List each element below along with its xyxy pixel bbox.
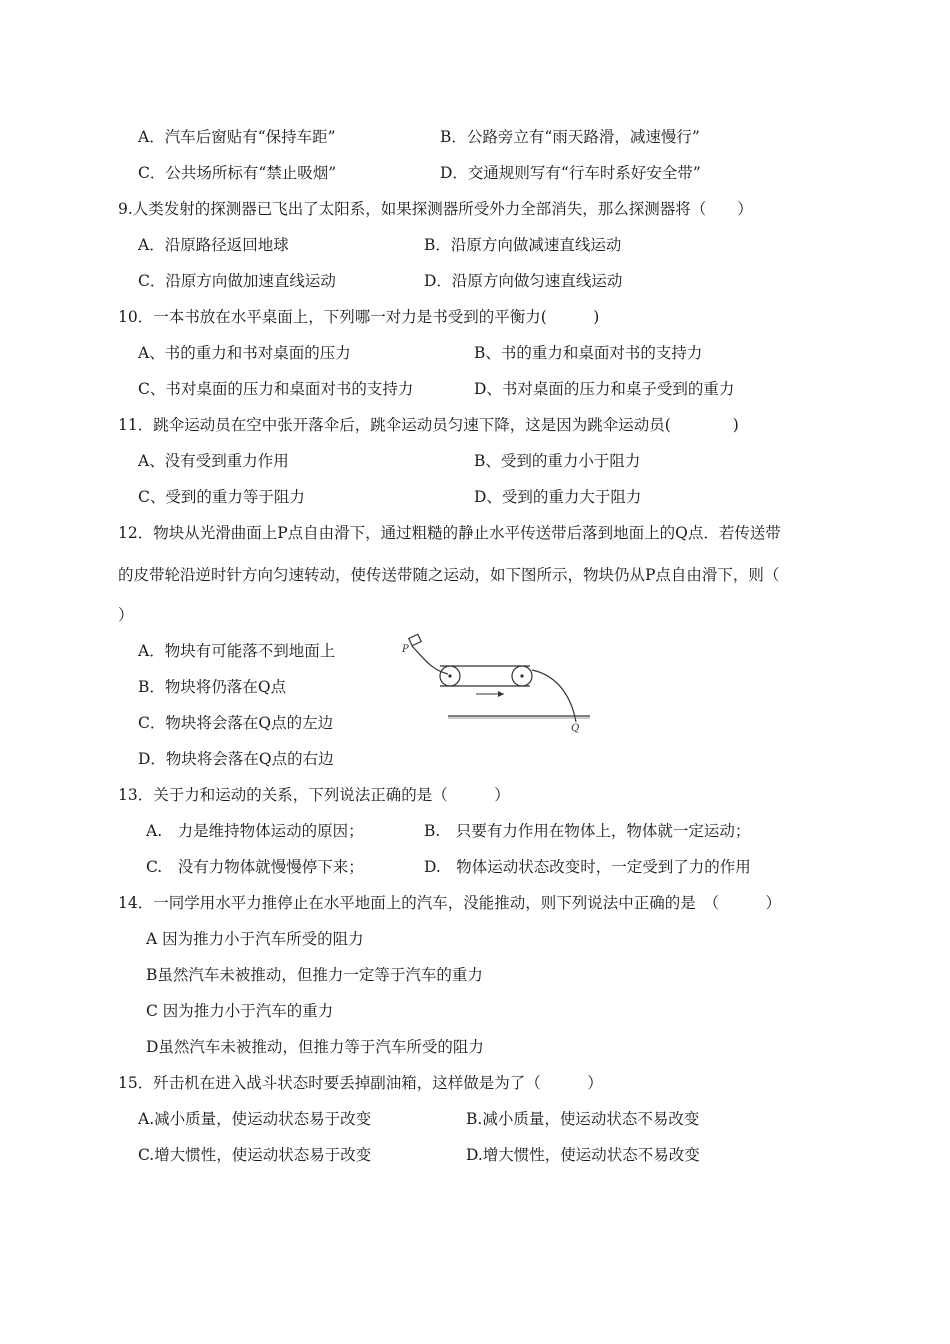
q12-stem-line-2: 的皮带轮沿逆时针方向匀速转动，使传送带随之运动，如下图所示，物块仍从P点自由滑下，则（: [118, 566, 780, 584]
q10-option-a: A、书的重力和书对桌面的压力: [138, 344, 351, 362]
q13-stem: 13．关于力和运动的关系，下列说法正确的是（ ）: [118, 786, 510, 804]
q11-option-d: D、受到的重力大于阻力: [474, 488, 642, 506]
trajectory-curve: [532, 670, 576, 722]
block-icon: [409, 634, 421, 645]
q15-option-b: B.减小质量，使运动状态不易改变: [466, 1110, 700, 1128]
q10-stem: 10．一本书放在水平桌面上，下列哪一对力是书受到的平衡力( ): [118, 308, 600, 326]
q9-option-d: D．沿原方向做匀速直线运动: [424, 272, 623, 290]
q9-option-a: A．沿原路径返回地球: [138, 236, 289, 254]
q11-option-a: A、没有受到重力作用: [138, 452, 289, 470]
q15-option-c: C.增大惯性，使运动状态易于改变: [138, 1146, 372, 1164]
q10-option-c: C、书对桌面的压力和桌面对书的支持力: [138, 380, 414, 398]
q14-option-b: B虽然汽车未被推动，但推力一定等于汽车的重力: [146, 966, 483, 984]
q12-option-c: C．物块将会落在Q点的左边: [138, 714, 334, 732]
q14-option-a: A 因为推力小于汽车所受的阻力: [146, 930, 364, 948]
q13-option-d: D. 物体运动状态改变时，一定受到了力的作用: [424, 858, 751, 876]
q9-stem: 9.人类发射的探测器已飞出了太阳系，如果探测器所受外力全部消失，那么探测器将（ ）: [118, 200, 753, 218]
arrow-head-icon: [498, 691, 504, 697]
q14-option-d: D虽然汽车未被推动，但推力等于汽车所受的阻力: [146, 1038, 484, 1056]
q8-option-c: C．公共场所标有“禁止吸烟”: [138, 164, 337, 182]
conveyor-belt-diagram: [400, 630, 600, 735]
left-pulley-axle: [448, 674, 451, 677]
q15-stem: 15．歼击机在进入战斗状态时要丢掉副油箱，这样做是为了（ ）: [118, 1074, 603, 1092]
q11-stem: 11．跳伞运动员在空中张开落伞后，跳伞运动员匀速下降，这是因为跳伞运动员( ): [118, 416, 739, 434]
q12-stem-line-3: ）: [118, 606, 134, 624]
q8-option-d: D．交通规则写有“行车时系好安全带”: [440, 164, 701, 182]
q14-stem: 14．一同学用水平力推停止在水平地面上的汽车，没能推动，则下列说法中正确的是 （ ）: [118, 894, 781, 912]
q15-option-d: D.增大惯性，使运动状态不易改变: [466, 1146, 700, 1164]
label-q: Q: [571, 723, 580, 734]
q8-option-a: A．汽车后窗贴有“保持车距”: [138, 128, 336, 146]
q15-option-a: A.减小质量，使运动状态易于改变: [138, 1110, 372, 1128]
label-p: P: [402, 644, 409, 655]
right-pulley-axle: [520, 674, 523, 677]
q9-option-c: C．沿原方向做加速直线运动: [138, 272, 336, 290]
q12-option-b: B．物块将仍落在Q点: [138, 678, 287, 696]
q12-option-d: D．物块将会落在Q点的右边: [138, 750, 334, 768]
q12-stem-line-1: 12．物块从光滑曲面上P点自由滑下，通过粗糙的静止水平传送带后落到地面上的Q点．若传送带: [118, 524, 781, 542]
q10-option-b: B、书的重力和桌面对书的支持力: [474, 344, 703, 362]
q8-option-b: B．公路旁立有“雨天路滑，减速慢行”: [440, 128, 700, 146]
q12-option-a: A．物块有可能落不到地面上: [138, 642, 336, 660]
q11-option-c: C、受到的重力等于阻力: [138, 488, 305, 506]
q10-option-d: D、书对桌面的压力和桌子受到的重力: [474, 380, 735, 398]
q13-option-c: C. 没有力物体就慢慢停下来；: [146, 858, 364, 876]
q9-option-b: B．沿原方向做减速直线运动: [424, 236, 622, 254]
q14-option-c: C 因为推力小于汽车的重力: [146, 1002, 334, 1020]
q11-option-b: B、受到的重力小于阻力: [474, 452, 641, 470]
q13-option-a: A. 力是维持物体运动的原因；: [146, 822, 364, 840]
q13-option-b: B. 只要有力作用在物体上，物体就一定运动；: [424, 822, 751, 840]
